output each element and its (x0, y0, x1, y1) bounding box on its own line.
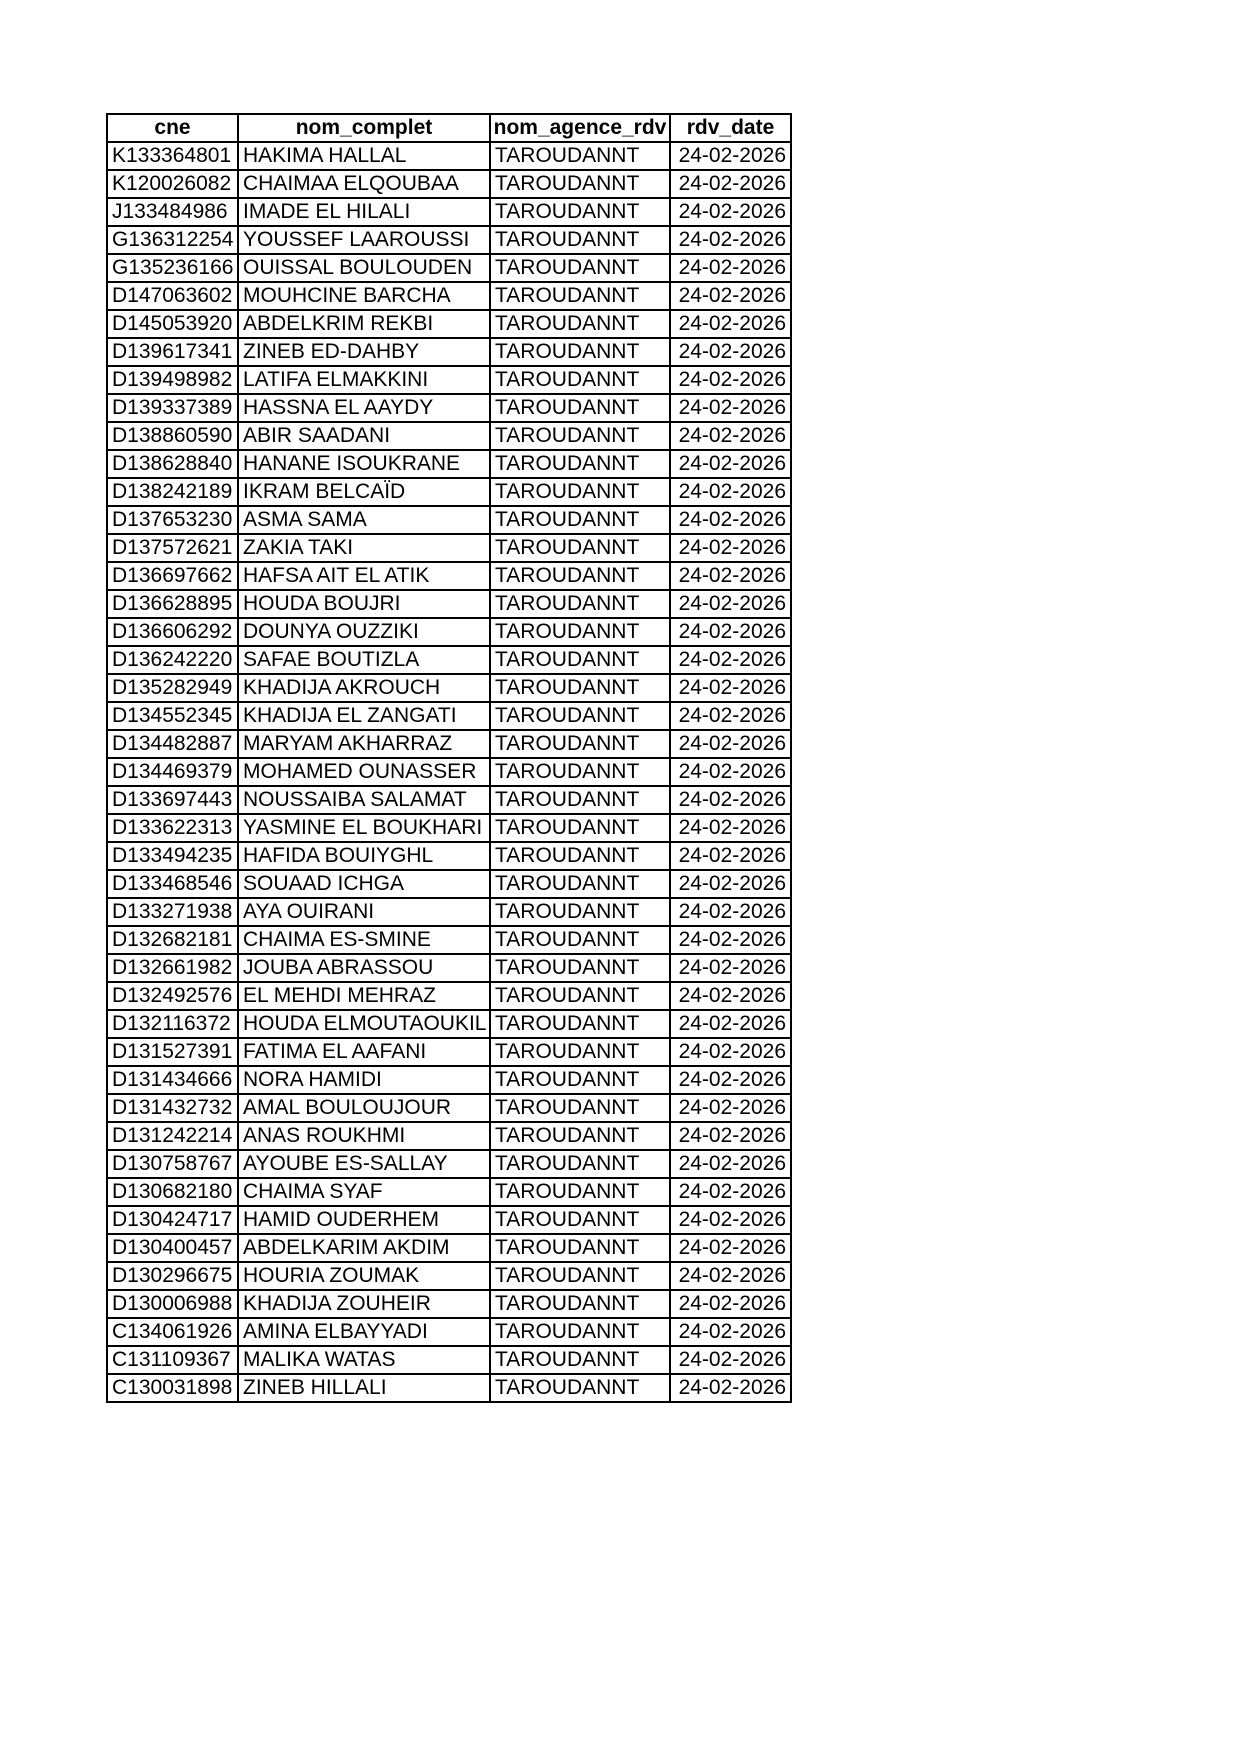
cell-nom-agence-rdv: TAROUDANNT (490, 282, 670, 310)
table-row (107, 450, 791, 478)
cell-cne: C130031898 (107, 1374, 238, 1402)
cell-nom-agence-rdv: TAROUDANNT (490, 1094, 670, 1122)
cell-rdv-date: 24-02-2026 (670, 1262, 791, 1290)
cell-cne: D139337389 (107, 394, 238, 422)
cell-nom-complet: ASMA SAMA (238, 506, 490, 534)
cell-nom-complet: KHADIJA EL ZANGATI (238, 702, 490, 730)
cell-nom-agence-rdv: TAROUDANNT (490, 1178, 670, 1206)
column-header-nom-complet: nom_complet (238, 114, 490, 142)
table-row (107, 562, 791, 590)
cell-rdv-date: 24-02-2026 (670, 534, 791, 562)
table-row (107, 422, 791, 450)
cell-rdv-date: 24-02-2026 (670, 1178, 791, 1206)
cell-cne: D136628895 (107, 590, 238, 618)
cell-nom-agence-rdv: TAROUDANNT (490, 898, 670, 926)
cell-nom-agence-rdv: TAROUDANNT (490, 226, 670, 254)
cell-nom-complet: OUISSAL BOULOUDEN (238, 254, 490, 282)
cell-nom-complet: HAFSA AIT EL ATIK (238, 562, 490, 590)
cell-rdv-date: 24-02-2026 (670, 702, 791, 730)
cell-cne: D132492576 (107, 982, 238, 1010)
cell-rdv-date: 24-02-2026 (670, 926, 791, 954)
table-row (107, 1206, 791, 1234)
cell-nom-complet: ANAS ROUKHMI (238, 1122, 490, 1150)
cell-rdv-date: 24-02-2026 (670, 1346, 791, 1374)
cell-nom-complet: NOUSSAIBA SALAMAT (238, 786, 490, 814)
table-row (107, 338, 791, 366)
cell-nom-agence-rdv: TAROUDANNT (490, 1010, 670, 1038)
cell-cne: D136606292 (107, 618, 238, 646)
cell-cne: D147063602 (107, 282, 238, 310)
cell-rdv-date: 24-02-2026 (670, 422, 791, 450)
cell-nom-agence-rdv: TAROUDANNT (490, 170, 670, 198)
cell-nom-agence-rdv: TAROUDANNT (490, 478, 670, 506)
cell-nom-complet: JOUBA ABRASSOU (238, 954, 490, 982)
cell-nom-complet: ZINEB ED-DAHBY (238, 338, 490, 366)
table-row (107, 534, 791, 562)
cell-nom-complet: NORA HAMIDI (238, 1066, 490, 1094)
cell-rdv-date: 24-02-2026 (670, 1206, 791, 1234)
cell-nom-agence-rdv: TAROUDANNT (490, 1206, 670, 1234)
cell-cne: D131432732 (107, 1094, 238, 1122)
cell-nom-agence-rdv: TAROUDANNT (490, 198, 670, 226)
cell-nom-complet: HAMID OUDERHEM (238, 1206, 490, 1234)
cell-rdv-date: 24-02-2026 (670, 1094, 791, 1122)
cell-rdv-date: 24-02-2026 (670, 786, 791, 814)
appointments-sheet (106, 113, 792, 1403)
table-row (107, 170, 791, 198)
cell-nom-agence-rdv: TAROUDANNT (490, 730, 670, 758)
cell-rdv-date: 24-02-2026 (670, 758, 791, 786)
cell-cne: D135282949 (107, 674, 238, 702)
cell-cne: D130006988 (107, 1290, 238, 1318)
cell-cne: D134469379 (107, 758, 238, 786)
cell-rdv-date: 24-02-2026 (670, 506, 791, 534)
cell-cne: D131242214 (107, 1122, 238, 1150)
table-row (107, 954, 791, 982)
cell-nom-agence-rdv: TAROUDANNT (490, 506, 670, 534)
cell-cne: G136312254 (107, 226, 238, 254)
cell-nom-complet: DOUNYA OUZZIKI (238, 618, 490, 646)
cell-nom-complet: FATIMA EL AAFANI (238, 1038, 490, 1066)
column-header-rdv-date: rdv_date (670, 114, 791, 142)
cell-cne: K133364801 (107, 142, 238, 170)
cell-nom-agence-rdv: TAROUDANNT (490, 1066, 670, 1094)
cell-rdv-date: 24-02-2026 (670, 982, 791, 1010)
table-row (107, 1234, 791, 1262)
cell-nom-agence-rdv: TAROUDANNT (490, 1262, 670, 1290)
cell-cne: D137572621 (107, 534, 238, 562)
cell-nom-complet: CHAIMA ES-SMINE (238, 926, 490, 954)
table-row (107, 646, 791, 674)
cell-nom-complet: SAFAE BOUTIZLA (238, 646, 490, 674)
cell-cne: G135236166 (107, 254, 238, 282)
cell-nom-agence-rdv: TAROUDANNT (490, 618, 670, 646)
cell-cne: D130758767 (107, 1150, 238, 1178)
table-row (107, 870, 791, 898)
cell-rdv-date: 24-02-2026 (670, 1010, 791, 1038)
cell-nom-agence-rdv: TAROUDANNT (490, 422, 670, 450)
cell-nom-complet: SOUAAD ICHGA (238, 870, 490, 898)
cell-nom-agence-rdv: TAROUDANNT (490, 702, 670, 730)
table-row (107, 478, 791, 506)
cell-rdv-date: 24-02-2026 (670, 646, 791, 674)
cell-nom-agence-rdv: TAROUDANNT (490, 562, 670, 590)
cell-nom-complet: IMADE EL HILALI (238, 198, 490, 226)
cell-nom-complet: YASMINE EL BOUKHARI (238, 814, 490, 842)
cell-nom-complet: CHAIMA SYAF (238, 1178, 490, 1206)
table-row (107, 506, 791, 534)
table-row (107, 1290, 791, 1318)
cell-cne: D133468546 (107, 870, 238, 898)
cell-nom-complet: HOURIA ZOUMAK (238, 1262, 490, 1290)
cell-nom-agence-rdv: TAROUDANNT (490, 450, 670, 478)
cell-rdv-date: 24-02-2026 (670, 674, 791, 702)
cell-cne: D138628840 (107, 450, 238, 478)
table-row (107, 1010, 791, 1038)
cell-nom-agence-rdv: TAROUDANNT (490, 842, 670, 870)
cell-cne: D132661982 (107, 954, 238, 982)
cell-cne: D137653230 (107, 506, 238, 534)
table-row (107, 1318, 791, 1346)
cell-nom-complet: HANANE ISOUKRANE (238, 450, 490, 478)
cell-rdv-date: 24-02-2026 (670, 338, 791, 366)
cell-rdv-date: 24-02-2026 (670, 954, 791, 982)
table-row (107, 814, 791, 842)
cell-cne: C134061926 (107, 1318, 238, 1346)
cell-cne: J133484986 (107, 198, 238, 226)
cell-cne: D133697443 (107, 786, 238, 814)
cell-rdv-date: 24-02-2026 (670, 310, 791, 338)
cell-nom-agence-rdv: TAROUDANNT (490, 1150, 670, 1178)
cell-nom-complet: AMINA ELBAYYADI (238, 1318, 490, 1346)
cell-nom-complet: AYA OUIRANI (238, 898, 490, 926)
cell-rdv-date: 24-02-2026 (670, 198, 791, 226)
cell-nom-agence-rdv: TAROUDANNT (490, 786, 670, 814)
table-row (107, 926, 791, 954)
cell-nom-agence-rdv: TAROUDANNT (490, 1122, 670, 1150)
cell-cne: D138860590 (107, 422, 238, 450)
table-header-row (107, 114, 791, 142)
table-row (107, 590, 791, 618)
cell-cne: C131109367 (107, 1346, 238, 1374)
cell-rdv-date: 24-02-2026 (670, 1122, 791, 1150)
table-row (107, 1346, 791, 1374)
cell-cne: D133271938 (107, 898, 238, 926)
cell-nom-complet: HAKIMA HALLAL (238, 142, 490, 170)
cell-rdv-date: 24-02-2026 (670, 1374, 791, 1402)
cell-nom-complet: YOUSSEF LAAROUSSI (238, 226, 490, 254)
cell-rdv-date: 24-02-2026 (670, 450, 791, 478)
table-row (107, 1066, 791, 1094)
cell-nom-agence-rdv: TAROUDANNT (490, 1234, 670, 1262)
cell-rdv-date: 24-02-2026 (670, 842, 791, 870)
cell-cne: D133622313 (107, 814, 238, 842)
table-row (107, 982, 791, 1010)
cell-nom-agence-rdv: TAROUDANNT (490, 870, 670, 898)
table-row (107, 310, 791, 338)
cell-cne: K120026082 (107, 170, 238, 198)
cell-rdv-date: 24-02-2026 (670, 898, 791, 926)
cell-cne: D132682181 (107, 926, 238, 954)
table-row (107, 1122, 791, 1150)
cell-nom-agence-rdv: TAROUDANNT (490, 366, 670, 394)
cell-cne: D145053920 (107, 310, 238, 338)
cell-rdv-date: 24-02-2026 (670, 1038, 791, 1066)
cell-nom-agence-rdv: TAROUDANNT (490, 982, 670, 1010)
cell-cne: D138242189 (107, 478, 238, 506)
cell-nom-complet: ABDELKRIM REKBI (238, 310, 490, 338)
cell-nom-agence-rdv: TAROUDANNT (490, 590, 670, 618)
cell-nom-agence-rdv: TAROUDANNT (490, 310, 670, 338)
table-row (107, 366, 791, 394)
cell-nom-complet: MOHAMED OUNASSER (238, 758, 490, 786)
cell-nom-agence-rdv: TAROUDANNT (490, 926, 670, 954)
cell-nom-complet: MARYAM AKHARRAZ (238, 730, 490, 758)
cell-rdv-date: 24-02-2026 (670, 730, 791, 758)
cell-rdv-date: 24-02-2026 (670, 226, 791, 254)
cell-nom-complet: HAFIDA BOUIYGHL (238, 842, 490, 870)
cell-nom-complet: LATIFA ELMAKKINI (238, 366, 490, 394)
cell-nom-agence-rdv: TAROUDANNT (490, 394, 670, 422)
cell-nom-complet: ZAKIA TAKI (238, 534, 490, 562)
table-row (107, 842, 791, 870)
cell-rdv-date: 24-02-2026 (670, 814, 791, 842)
column-header-nom-agence-rdv: nom_agence_rdv (490, 114, 670, 142)
cell-nom-complet: AYOUBE ES-SALLAY (238, 1150, 490, 1178)
cell-rdv-date: 24-02-2026 (670, 562, 791, 590)
table-row (107, 618, 791, 646)
cell-cne: D132116372 (107, 1010, 238, 1038)
table-row (107, 786, 791, 814)
cell-rdv-date: 24-02-2026 (670, 478, 791, 506)
cell-cne: D136697662 (107, 562, 238, 590)
table-row (107, 198, 791, 226)
table-row (107, 758, 791, 786)
cell-rdv-date: 24-02-2026 (670, 1318, 791, 1346)
cell-nom-complet: HOUDA ELMOUTAOUKIL (238, 1010, 490, 1038)
cell-nom-agence-rdv: TAROUDANNT (490, 814, 670, 842)
cell-nom-agence-rdv: TAROUDANNT (490, 338, 670, 366)
cell-cne: D139498982 (107, 366, 238, 394)
cell-rdv-date: 24-02-2026 (670, 394, 791, 422)
table-row (107, 898, 791, 926)
cell-nom-agence-rdv: TAROUDANNT (490, 142, 670, 170)
cell-cne: D130296675 (107, 1262, 238, 1290)
cell-nom-complet: KHADIJA AKROUCH (238, 674, 490, 702)
table-row (107, 1038, 791, 1066)
cell-cne: D134552345 (107, 702, 238, 730)
table-row (107, 674, 791, 702)
cell-rdv-date: 24-02-2026 (670, 590, 791, 618)
cell-nom-agence-rdv: TAROUDANNT (490, 954, 670, 982)
table-row (107, 142, 791, 170)
cell-rdv-date: 24-02-2026 (670, 1234, 791, 1262)
cell-nom-agence-rdv: TAROUDANNT (490, 1346, 670, 1374)
cell-cne: D131434666 (107, 1066, 238, 1094)
table-row (107, 254, 791, 282)
table-row (107, 394, 791, 422)
cell-nom-agence-rdv: TAROUDANNT (490, 1038, 670, 1066)
cell-rdv-date: 24-02-2026 (670, 254, 791, 282)
cell-nom-complet: ABIR SAADANI (238, 422, 490, 450)
table-body (107, 142, 791, 1402)
cell-nom-complet: ABDELKARIM AKDIM (238, 1234, 490, 1262)
column-header-cne: cne (107, 114, 238, 142)
cell-nom-agence-rdv: TAROUDANNT (490, 758, 670, 786)
cell-rdv-date: 24-02-2026 (670, 1150, 791, 1178)
cell-rdv-date: 24-02-2026 (670, 142, 791, 170)
cell-cne: D131527391 (107, 1038, 238, 1066)
cell-nom-complet: MALIKA WATAS (238, 1346, 490, 1374)
cell-nom-complet: ZINEB HILLALI (238, 1374, 490, 1402)
cell-rdv-date: 24-02-2026 (670, 1066, 791, 1094)
cell-nom-complet: KHADIJA ZOUHEIR (238, 1290, 490, 1318)
table-row (107, 282, 791, 310)
table-row (107, 1374, 791, 1402)
cell-nom-complet: CHAIMAA ELQOUBAA (238, 170, 490, 198)
cell-nom-complet: EL MEHDI MEHRAZ (238, 982, 490, 1010)
cell-nom-complet: HOUDA BOUJRI (238, 590, 490, 618)
cell-nom-agence-rdv: TAROUDANNT (490, 674, 670, 702)
cell-cne: D130400457 (107, 1234, 238, 1262)
cell-rdv-date: 24-02-2026 (670, 282, 791, 310)
cell-rdv-date: 24-02-2026 (670, 1290, 791, 1318)
cell-nom-agence-rdv: TAROUDANNT (490, 534, 670, 562)
cell-cne: D130682180 (107, 1178, 238, 1206)
cell-rdv-date: 24-02-2026 (670, 366, 791, 394)
appointments-table (106, 113, 792, 1403)
cell-cne: D133494235 (107, 842, 238, 870)
table-row (107, 1150, 791, 1178)
table-row (107, 1262, 791, 1290)
cell-nom-complet: AMAL BOULOUJOUR (238, 1094, 490, 1122)
cell-rdv-date: 24-02-2026 (670, 618, 791, 646)
cell-cne: D139617341 (107, 338, 238, 366)
cell-rdv-date: 24-02-2026 (670, 870, 791, 898)
cell-nom-agence-rdv: TAROUDANNT (490, 646, 670, 674)
cell-nom-complet: HASSNA EL AAYDY (238, 394, 490, 422)
cell-nom-complet: IKRAM BELCAÏD (238, 478, 490, 506)
cell-nom-complet: MOUHCINE BARCHA (238, 282, 490, 310)
cell-rdv-date: 24-02-2026 (670, 170, 791, 198)
cell-cne: D130424717 (107, 1206, 238, 1234)
cell-nom-agence-rdv: TAROUDANNT (490, 1290, 670, 1318)
table-row (107, 702, 791, 730)
cell-cne: D136242220 (107, 646, 238, 674)
table-row (107, 1178, 791, 1206)
cell-nom-agence-rdv: TAROUDANNT (490, 1374, 670, 1402)
table-row (107, 226, 791, 254)
table-row (107, 1094, 791, 1122)
table-row (107, 730, 791, 758)
cell-cne: D134482887 (107, 730, 238, 758)
cell-nom-agence-rdv: TAROUDANNT (490, 1318, 670, 1346)
cell-nom-agence-rdv: TAROUDANNT (490, 254, 670, 282)
